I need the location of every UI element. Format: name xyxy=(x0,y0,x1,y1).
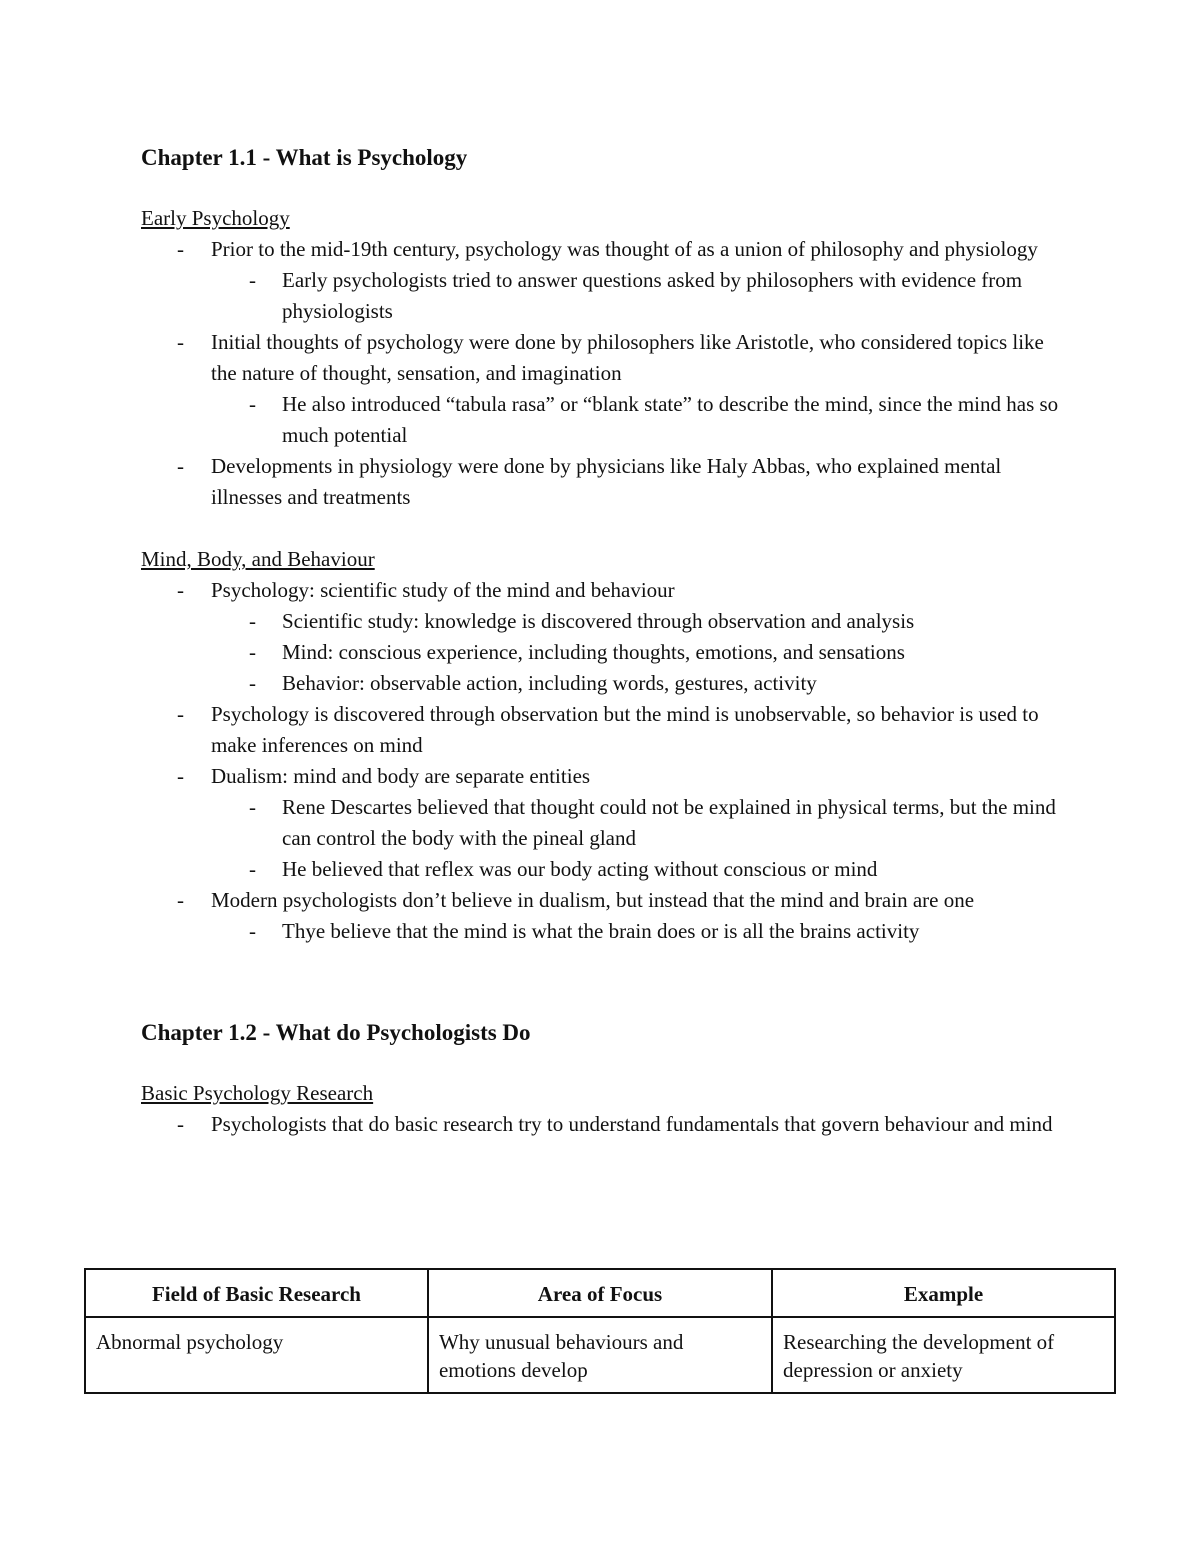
sub-bullet-item: - He believed that reflex was our body acting without conscious or mind xyxy=(141,854,1071,885)
table-header-row xyxy=(85,1269,1115,1317)
chapter-2-title: Chapter 1.2 - What do Psychologists Do xyxy=(141,1020,531,1045)
sub-bullet-item: - Early psychologists tried to answer questions asked by philosophers with evidence from physiologists xyxy=(141,265,1071,327)
column-header-field: Field of Basic Research xyxy=(85,1269,428,1317)
bullet-item: - Developments in physiology were done by physicians like Haly Abbas, who explained mental illnesses and treatments xyxy=(141,451,1071,513)
table-row xyxy=(85,1317,1115,1393)
chapter-1-title: Chapter 1.1 - What is Psychology xyxy=(141,145,468,170)
sub-bullet-item: - Behavior: observable action, including words, gestures, activity xyxy=(141,668,1071,699)
section-heading-basic-research: Basic Psychology Research xyxy=(141,1081,374,1105)
basic-research-table xyxy=(84,1268,1116,1394)
column-header-example: Example xyxy=(772,1269,1115,1317)
bullet-list-early-psychology xyxy=(141,234,1071,513)
bullet-item: - Psychology: scientific study of the mind and behaviour xyxy=(141,575,1071,606)
bullet-item: - Psychology is discovered through observation but the mind is unobservable, so behavior is used to make inferences on mind xyxy=(141,699,1071,761)
table-cell: Researching the development of depression or anxiety xyxy=(772,1317,1115,1393)
sub-bullet-item: - Mind: conscious experience, including thoughts, emotions, and sensations xyxy=(141,637,1071,668)
column-header-area: Area of Focus xyxy=(428,1269,772,1317)
sub-bullet-item: - Scientific study: knowledge is discovered through observation and analysis xyxy=(141,606,1071,637)
bullet-list-mind-body-behaviour xyxy=(141,575,1071,947)
document-page xyxy=(141,140,1071,1140)
bullet-item: - Dualism: mind and body are separate entities xyxy=(141,761,1071,792)
bullet-item: - Initial thoughts of psychology were done by philosophers like Aristotle, who considered topics like the nature of thought, sensation, and imagination xyxy=(141,327,1071,389)
bullet-item: - Prior to the mid-19th century, psychology was thought of as a union of philosophy and physiology xyxy=(141,234,1071,265)
sub-bullet-item: - He also introduced “tabula rasa” or “blank state” to describe the mind, since the mind has so much potential xyxy=(141,389,1071,451)
table-cell: Abnormal psychology xyxy=(85,1317,428,1393)
section-heading-mind-body-behaviour: Mind, Body, and Behaviour xyxy=(141,547,375,571)
section-heading-early-psychology: Early Psychology xyxy=(141,206,290,230)
bullet-item: - Psychologists that do basic research try to understand fundamentals that govern behaviour and mind xyxy=(141,1109,1071,1140)
sub-bullet-item: - Thye believe that the mind is what the brain does or is all the brains activity xyxy=(141,916,1071,947)
table-cell: Why unusual behaviours and emotions develop xyxy=(428,1317,772,1393)
sub-bullet-item: - Rene Descartes believed that thought could not be explained in physical terms, but the mind can control the body with the pineal gland xyxy=(141,792,1071,854)
bullet-list-basic-research xyxy=(141,1109,1071,1140)
bullet-item: - Modern psychologists don’t believe in dualism, but instead that the mind and brain are one xyxy=(141,885,1071,916)
